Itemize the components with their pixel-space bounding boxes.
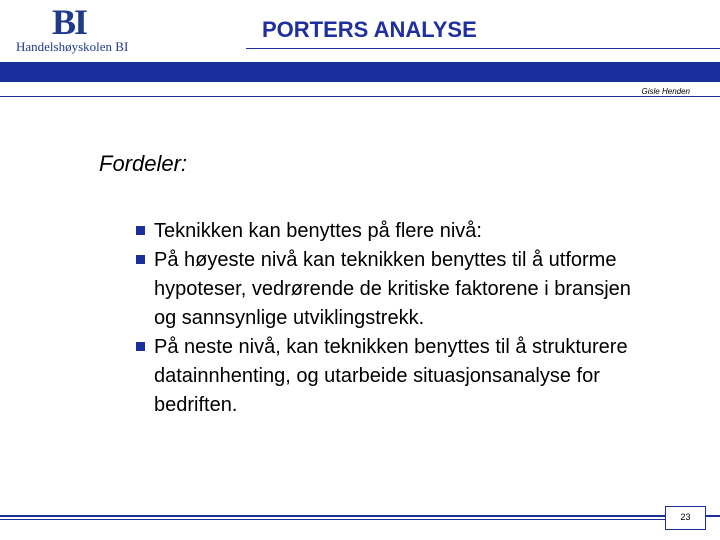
logo-text: Handelshøyskolen BI <box>16 39 129 54</box>
page-number: 23 <box>665 506 706 530</box>
square-bullet-icon <box>136 226 145 235</box>
bullet-list <box>133 217 633 420</box>
footer-divider <box>0 515 665 517</box>
slide-title: PORTERS ANALYSE <box>262 17 477 42</box>
section-heading: Fordeler: <box>99 151 188 176</box>
bullet-text: Teknikken kan benyttes på flere nivå: <box>154 220 482 242</box>
author-name: Gisle Henden <box>641 87 690 96</box>
square-bullet-icon <box>136 342 145 351</box>
bullet-text: På neste nivå, kan teknikken benyttes til å strukturere datainnhenting, og utarbeide situasjonsanalyse for bedriften. <box>154 336 628 416</box>
header-divider <box>0 96 720 97</box>
header-band <box>0 62 720 82</box>
bullet-text: På høyeste nivå kan teknikken benyttes til å utforme hypoteser, vedrørende de kritiske faktorene i bransjen og sannsynlige utviklingstrekk. <box>154 249 631 329</box>
square-bullet-icon <box>136 255 145 264</box>
bullet-item <box>133 246 633 333</box>
bullet-item <box>133 217 633 246</box>
footer-divider-thin <box>0 519 665 520</box>
bullet-item <box>133 333 633 420</box>
logo-mark: BI <box>52 2 87 42</box>
footer-divider-right <box>706 515 720 517</box>
title-underline <box>246 48 720 49</box>
bi-logo <box>14 4 144 56</box>
